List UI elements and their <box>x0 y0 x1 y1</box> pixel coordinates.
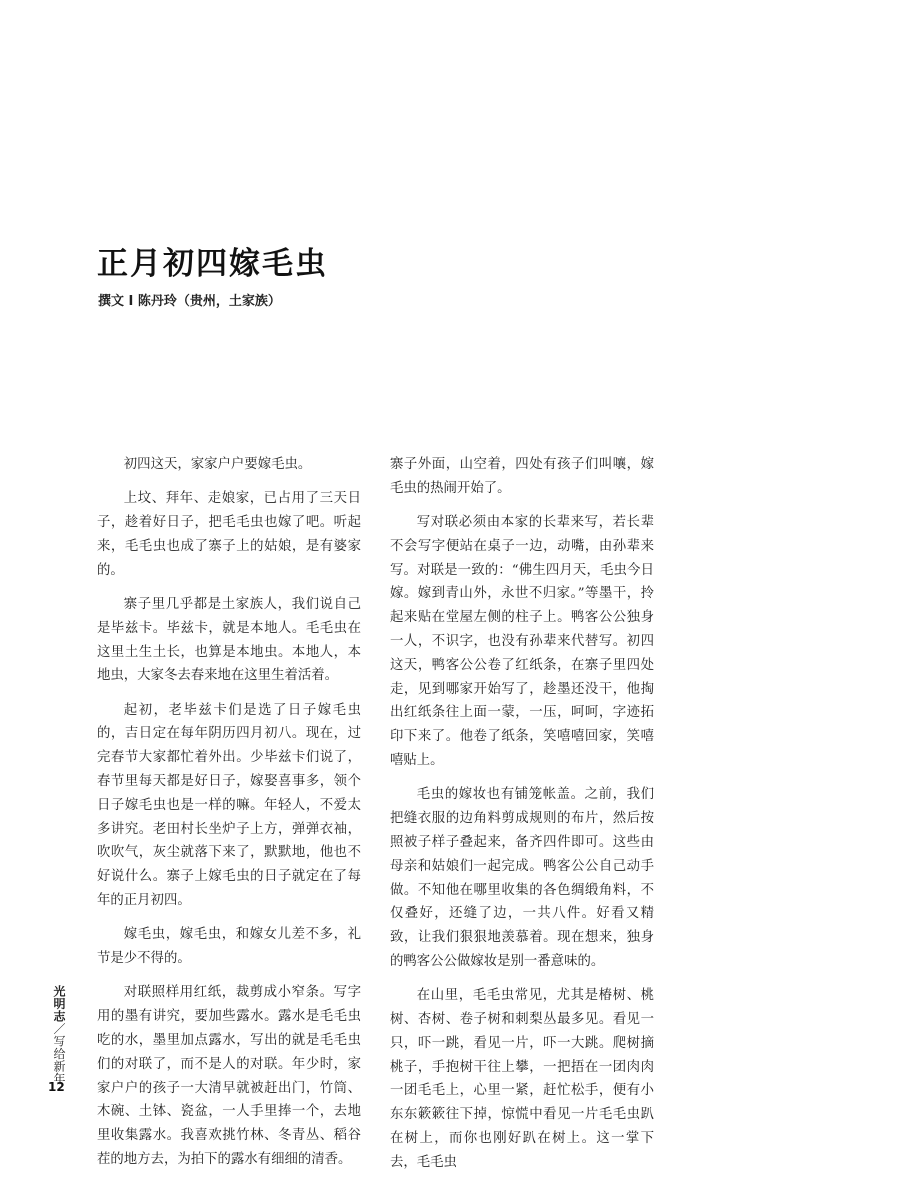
paragraph: 在山里，毛毛虫常见，尤其是椿树、桃树、杏树、卷子树和刺梨丛最多见。看见一只，吓一跳，看见一片，吓一大跳。爬树摘桃子，手抱树干往上攀，一把捂在一团肉肉一团毛毛上，心里一紧，赶忙松手，便有小东东簌簌往下掉，惊慌中看见一片毛毛虫趴在树上，而你也刚好趴在树上。这一掌下去，毛毛虫 <box>390 988 654 1170</box>
paragraph: 起初，老毕兹卡们是选了日子嫁毛虫的，吉日定在每年阴历四月初八。现在，过完春节大家都忙着外出。少毕兹卡们说了，春节里每天都是好日子，嫁娶喜事多，领个日子嫁毛虫也是一样的嘛。年轻人，不爱太多讲究。老田村长坐炉子上方，弹弹衣袖，吹吹气，灰尘就落下来了，默默地，他也不好说什么。寨子上嫁毛虫的日子就定在了每年的正月初四。 <box>97 702 361 909</box>
paragraph-continued: 寨子外面，山空着，四处有孩子们叫嚷，嫁毛虫的热闹开始了。 <box>390 457 654 496</box>
paragraph: 嫁毛虫，嫁毛虫，和嫁女儿差不多，礼节是少不得的。 <box>97 927 361 967</box>
article-title: 正月初四嫁毛虫 <box>97 246 328 282</box>
right-column <box>390 453 654 1185</box>
running-head-separator: ／ <box>52 1022 66 1035</box>
paragraph: 写对联必须由本家的长辈来写，若长辈不会写字便站在桌子一边，动嘴，由孙辈来写。对联是一致的：“佛生四月天，毛虫今日嫁。嫁到青山外，永世不归家。”等墨干，拎起来贴在堂屋左侧的柱子上。鸭客公公独身一人，不识字，也没有孙辈来代替写。初四这天，鸭客公公卷了红纸条，在寨子里四处走，见到哪家开始写了，趁墨还没干，他掏出红纸条往上面一蒙，一压，呵呵，字迹拓印下来了。他卷了纸条，笑嘻嘻回家，笑嘻嘻贴上。 <box>390 515 654 769</box>
article-byline: 撰文 I 陈丹玲（贵州，土家族） <box>98 294 281 309</box>
running-head-section: 写给新年 <box>52 1035 66 1085</box>
left-column <box>97 453 361 1182</box>
page-number: 12 <box>48 1080 65 1094</box>
paragraph: 寨子里几乎都是土家族人，我们说自己是毕兹卡。毕兹卡，就是本地人。毛毛虫在这里土生土长，也算是本地虫。本地人，本地虫，大家冬去春来地在这里生着活着。 <box>97 596 361 684</box>
running-head-brand: 光明志 <box>52 985 66 1023</box>
running-head <box>50 985 68 1085</box>
paragraph: 对联照样用红纸，裁剪成小窄条。写字用的墨有讲究，要加些露水。露水是毛毛虫吃的水，墨里加点露水，写出的就是毛毛虫们的对联了，而不是人的对联。年少时，家家户户的孩子一大清早就被赶出门，竹筒、木碗、土钵、瓷盆，一人手里捧一个，去地里收集露水。我喜欢挑竹林、冬青丛、稻谷茬的地方去，为拍下的露水有细细的清香。 <box>97 985 361 1168</box>
paragraph: 初四这天，家家户户要嫁毛虫。 <box>123 457 312 472</box>
paragraph: 上坟、拜年、走娘家，已占用了三天日子，趁着好日子，把毛毛虫也嫁了吧。听起来，毛毛虫也成了寨子上的姑娘，是有婆家的。 <box>97 491 361 578</box>
paragraph: 毛虫的嫁妆也有铺笼帐盖。之前，我们把缝衣服的边角料剪成规则的布片，然后按照被子样子叠起来，备齐四件即可。这些由母亲和姑娘们一起完成。鸭客公公自己动手做。不知他在哪里收集的各色绸缎角料，不仅叠好，还缝了边，一共八件。好看又精致，让我们狠狠地羡慕着。现在想来，独身的鸭客公公做嫁妆是别一番意味的。 <box>390 787 654 969</box>
